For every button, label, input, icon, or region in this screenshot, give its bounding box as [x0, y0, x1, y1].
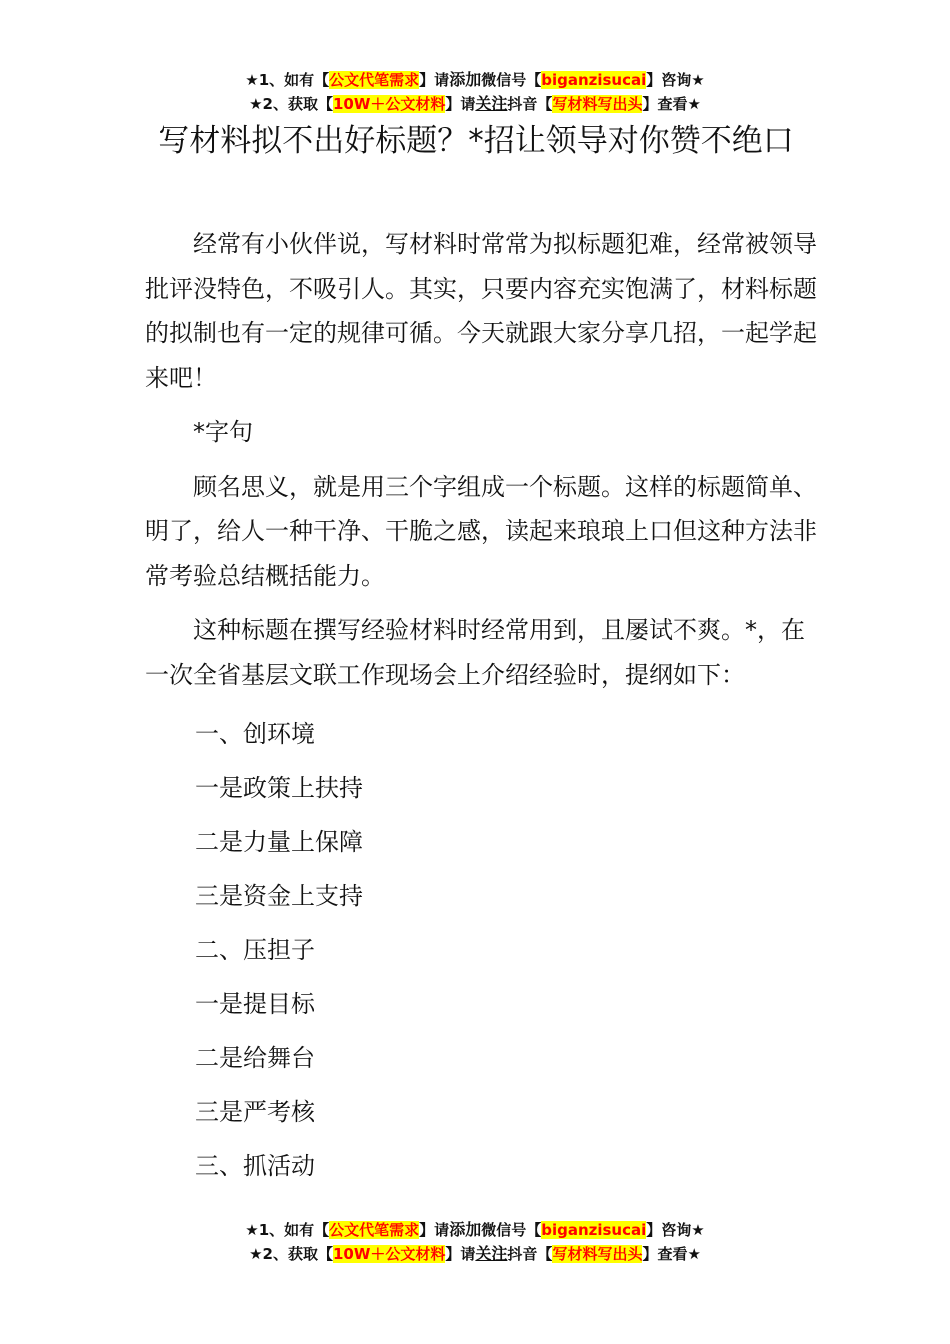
banner-text: ★1、如有【 — [245, 71, 330, 89]
banner-text: 】请 — [419, 71, 450, 89]
highlight-materials: 10W＋公文材料 — [332, 1245, 446, 1263]
outline-item: 一是提目标 — [195, 990, 315, 1018]
banner-emphasis: 关注 — [475, 1244, 508, 1263]
highlight-wechat-id: biganzisucai — [541, 71, 647, 89]
banner-text: 】请 — [445, 1245, 476, 1263]
paragraph: 顾名思义，就是用三个字组成一个标题。这样的标题简单、明了，给人一种干净、干脆之感，读起来琅琅上口但这种方法非常考验总结概括能力。 — [145, 472, 817, 590]
banner-text: ★1、如有【 — [245, 1221, 330, 1239]
outline-item: 一是政策上扶持 — [195, 774, 363, 802]
outline-item: 一、创环境 — [195, 720, 315, 748]
outline-item: 三是资金上支持 — [195, 882, 363, 910]
outline-item: 三、抓活动 — [195, 1152, 315, 1180]
banner-text: 微信号【 — [481, 71, 542, 89]
banner-text: 】查看★ — [642, 95, 701, 113]
banner-text: 抖音【 — [507, 1245, 553, 1263]
outline-item: 二、压担子 — [195, 936, 315, 964]
document-title: 写材料拟不出好标题？*招让领导对你赞不绝口 — [158, 123, 794, 159]
banner-line-1 — [0, 1218, 950, 1242]
banner-text: 】咨询★ — [646, 1221, 705, 1239]
banner-text: 】查看★ — [642, 1245, 701, 1263]
banner-text: 抖音【 — [507, 95, 553, 113]
paragraph: 这种标题在撰写经验材料时经常用到，且屡试不爽。*，在一次全省基层文联工作现场会上介绍经验时，提纲如下： — [145, 616, 805, 689]
banner-line-2 — [0, 1242, 950, 1266]
bottom-banner — [0, 1218, 950, 1266]
banner-text: 】请 — [445, 95, 476, 113]
banner-text: ★2、获取【 — [249, 95, 333, 113]
outline-item: 三是严考核 — [195, 1098, 315, 1126]
banner-line-1 — [0, 68, 950, 92]
highlight-douyin-account: 写材料写出头 — [552, 95, 643, 113]
banner-text: 微信号【 — [481, 1221, 542, 1239]
banner-text: 】请 — [419, 1221, 450, 1239]
banner-text: ★2、获取【 — [249, 1245, 333, 1263]
banner-emphasis: 关注 — [475, 94, 508, 113]
outline-item: 二是力量上保障 — [195, 828, 363, 856]
section-heading: *字句 — [193, 418, 253, 446]
banner-line-2 — [0, 92, 950, 116]
document-body — [145, 222, 825, 1193]
banner-emphasis: 添加 — [449, 1220, 482, 1239]
highlight-service: 公文代笔需求 — [329, 71, 420, 89]
paragraph: 经常有小伙伴说，写材料时常常为拟标题犯难，经常被领导批评没特色，不吸引人。其实，只要内容充实饱满了，材料标题的拟制也有一定的规律可循。今天就跟大家分享几招，一起学起来吧！ — [145, 230, 817, 392]
highlight-materials: 10W＋公文材料 — [332, 95, 446, 113]
banner-text: 】咨询★ — [646, 71, 705, 89]
banner-emphasis: 添加 — [449, 70, 482, 89]
outline-item: 二是给舞台 — [195, 1044, 315, 1072]
highlight-service: 公文代笔需求 — [329, 1221, 420, 1239]
highlight-wechat-id: biganzisucai — [541, 1221, 647, 1239]
top-banner — [0, 68, 950, 116]
highlight-douyin-account: 写材料写出头 — [552, 1245, 643, 1263]
